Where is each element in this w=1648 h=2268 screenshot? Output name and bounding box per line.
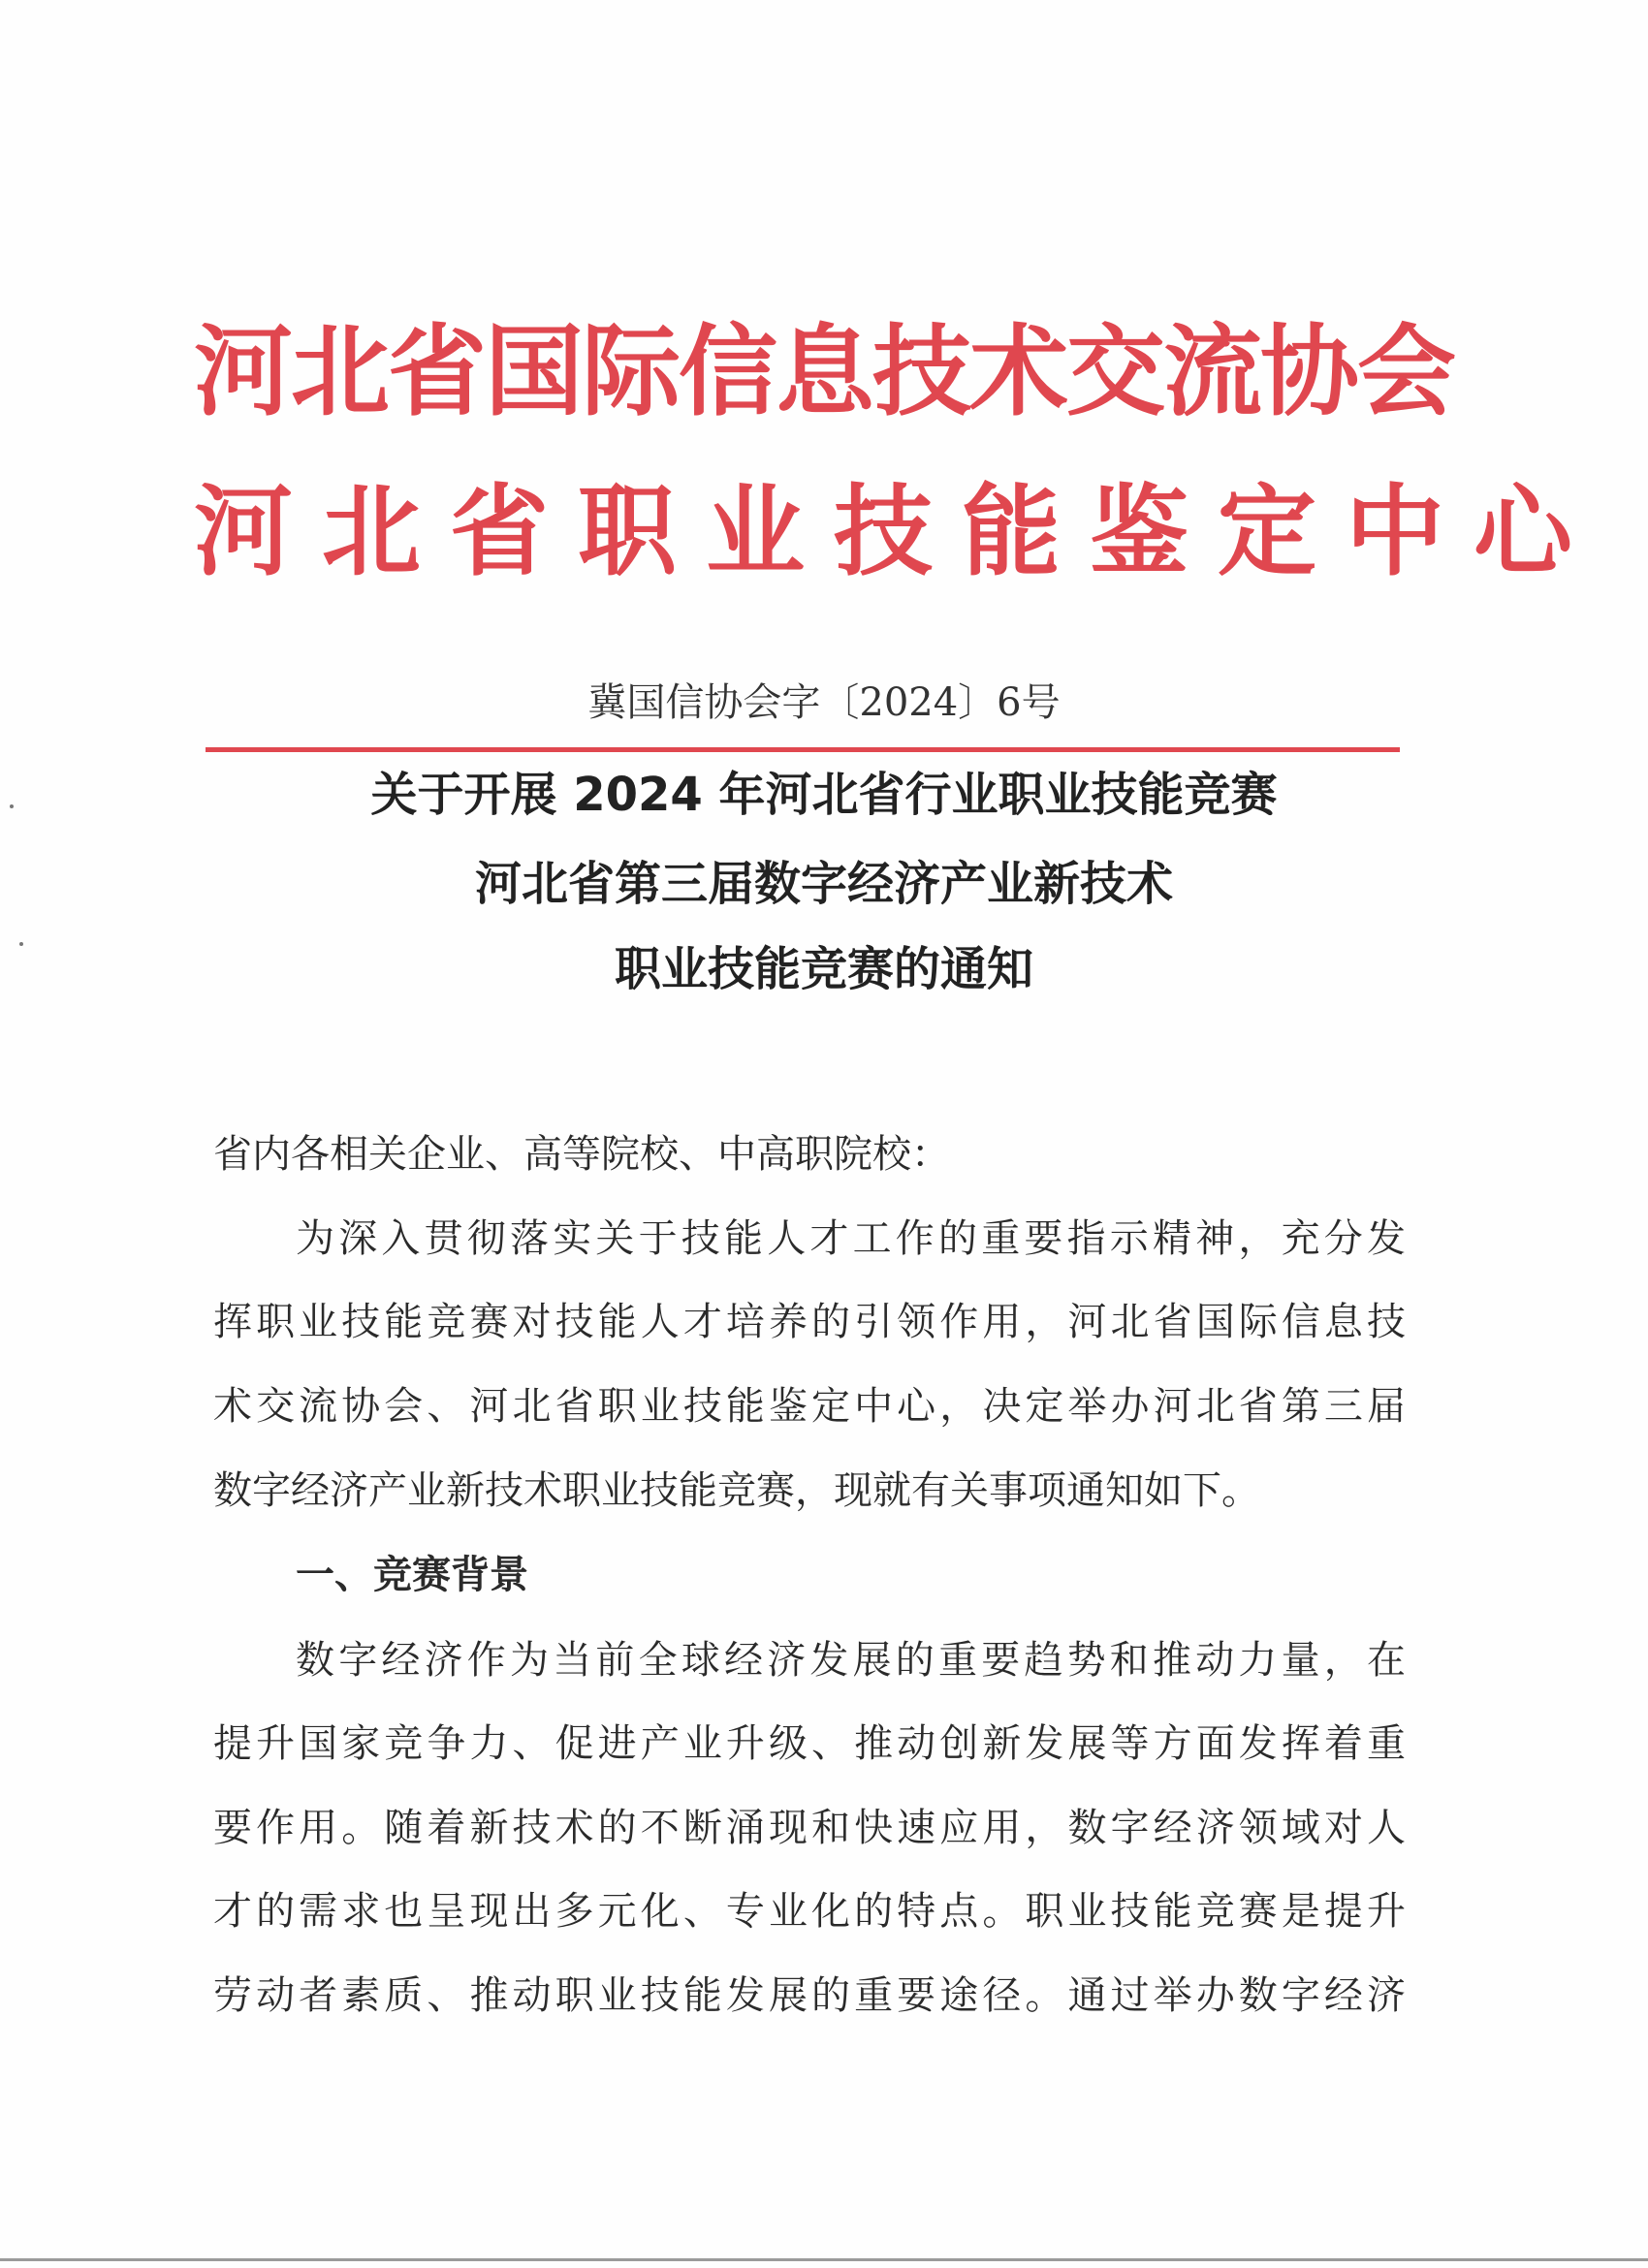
scan-speck	[10, 804, 14, 808]
notice-title-line-2: 河北省第三届数字经济产业新技术	[474, 857, 1173, 911]
paragraph-1-line: 术交流协会、河北省职业技能鉴定中心，决定举办河北省第三届	[213, 1384, 1406, 1429]
page-bottom-edge	[0, 2258, 1648, 2261]
scan-speck	[19, 942, 23, 946]
paragraph-2-line: 才的需求也呈现出多元化、专业化的特点。职业技能竞赛是提升	[213, 1889, 1406, 1934]
paragraph-2-line: 数字经济作为当前全球经济发展的重要趋势和推动力量，在	[296, 1638, 1406, 1683]
paragraph-2-line: 提升国家竞争力、促进产业升级、推动创新发展等方面发挥着重	[213, 1721, 1406, 1766]
salutation: 省内各相关企业、高等院校、中高职院校：	[213, 1132, 950, 1177]
paragraph-2-line: 劳动者素质、推动职业技能发展的重要途径。通过举办数字经济	[213, 1973, 1406, 2018]
notice-title-line-3: 职业技能竞赛的通知	[614, 942, 1033, 996]
issuing-org-line-2: 河北省职业技能鉴定中心	[194, 475, 1601, 590]
paragraph-1-line: 挥职业技能竞赛对技能人才培养的引领作用，河北省国际信息技	[213, 1300, 1406, 1344]
issuing-org-line-1: 河北省国际信息技术交流协会	[194, 315, 1454, 430]
paragraph-2-line: 要作用。随着新技术的不断涌现和快速应用，数字经济领域对人	[213, 1806, 1406, 1850]
notice-title-line-1: 关于开展 2024 年河北省行业职业技能竞赛	[370, 768, 1278, 822]
paragraph-1-line: 数字经济产业新技术职业技能竞赛，现就有关事项通知如下。	[213, 1468, 1260, 1513]
document-number: 冀国信协会字〔2024〕6号	[587, 680, 1061, 725]
red-separator-rule	[206, 747, 1400, 752]
section-heading-background: 一、竞赛背景	[296, 1553, 528, 1597]
paragraph-1-line: 为深入贯彻落实关于技能人才工作的重要指示精神，充分发	[296, 1216, 1406, 1261]
